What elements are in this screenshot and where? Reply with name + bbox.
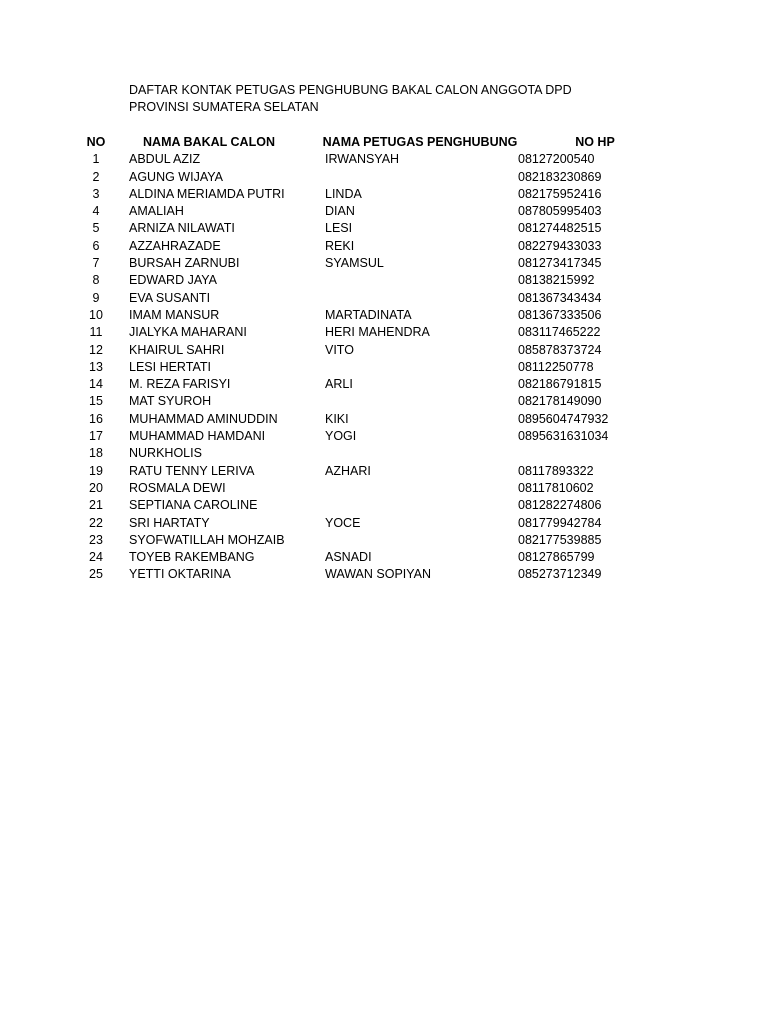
cell-nama-bakal-calon: KHAIRUL SAHRI xyxy=(129,342,225,357)
cell-no-hp: 081779942784 xyxy=(518,515,602,530)
cell-nama-bakal-calon: SRI HARTATY xyxy=(129,515,210,530)
cell-no-hp: 0895604747932 xyxy=(518,411,609,426)
cell-nama-bakal-calon: M. REZA FARISYI xyxy=(129,377,231,392)
table-row xyxy=(0,238,768,255)
cell-no-hp: 08138215992 xyxy=(518,273,595,288)
cell-no-hp: 082177539885 xyxy=(518,532,602,547)
table-row xyxy=(0,411,768,428)
cell-no-hp: 082186791815 xyxy=(518,377,602,392)
table-row xyxy=(0,532,768,549)
cell-no: 17 xyxy=(89,429,103,444)
header-no: NO xyxy=(86,135,106,149)
cell-nama-petugas: YOGI xyxy=(325,429,357,444)
table-row xyxy=(0,307,768,324)
table-row xyxy=(0,515,768,532)
cell-no: 23 xyxy=(89,532,103,547)
cell-no: 20 xyxy=(89,480,103,495)
cell-nama-petugas: DIAN xyxy=(325,204,355,219)
cell-no-hp: 085273712349 xyxy=(518,567,602,582)
cell-nama-bakal-calon: MUHAMMAD AMINUDDIN xyxy=(129,411,278,426)
cell-no: 18 xyxy=(89,446,103,461)
table-row xyxy=(0,169,768,186)
cell-no: 6 xyxy=(92,238,100,253)
table-row xyxy=(0,290,768,307)
header-nama-petugas: NAMA PETUGAS PENGHUBUNG xyxy=(322,135,518,149)
table-row xyxy=(0,151,768,168)
cell-no: 4 xyxy=(92,204,100,219)
cell-no-hp: 081282274806 xyxy=(518,498,602,513)
cell-nama-bakal-calon: AGUNG WIJAYA xyxy=(129,169,223,184)
cell-no: 7 xyxy=(92,256,100,271)
cell-no: 15 xyxy=(89,394,103,409)
cell-no-hp: 08117810602 xyxy=(518,480,594,495)
cell-nama-petugas: AZHARI xyxy=(325,463,371,478)
table-row xyxy=(0,359,768,376)
cell-no-hp: 0895631631034 xyxy=(518,429,609,444)
cell-no: 14 xyxy=(89,377,103,392)
cell-no-hp: 08117893322 xyxy=(518,463,594,478)
cell-nama-bakal-calon: EVA SUSANTI xyxy=(129,290,211,305)
cell-nama-petugas: REKI xyxy=(325,238,355,253)
cell-nama-petugas: YOCE xyxy=(325,515,361,530)
cell-no: 16 xyxy=(89,411,103,426)
table-row xyxy=(0,445,768,462)
cell-no: 11 xyxy=(89,325,103,340)
cell-no-hp: 087805995403 xyxy=(518,204,602,219)
cell-no: 10 xyxy=(89,307,103,322)
cell-nama-bakal-calon: TOYEB RAKEMBANG xyxy=(129,550,255,565)
cell-no-hp: 082279433033 xyxy=(518,238,602,253)
cell-no: 1 xyxy=(92,152,100,167)
table-row xyxy=(0,376,768,393)
cell-nama-petugas: KIKI xyxy=(325,411,349,426)
table-row xyxy=(0,255,768,272)
cell-no-hp: 081367343434 xyxy=(518,290,602,305)
cell-nama-bakal-calon: YETTI OKTARINA xyxy=(129,567,231,582)
table-row xyxy=(0,497,768,514)
cell-no: 8 xyxy=(92,273,100,288)
cell-no: 9 xyxy=(92,290,100,305)
cell-no: 25 xyxy=(89,567,103,582)
cell-nama-petugas: VITO xyxy=(325,342,354,357)
cell-nama-petugas: IRWANSYAH xyxy=(325,152,400,167)
cell-nama-bakal-calon: SYOFWATILLAH MOHZAIB xyxy=(129,532,285,547)
cell-no-hp: 082175952416 xyxy=(518,186,602,201)
cell-nama-bakal-calon: ALDINA MERIAMDA PUTRI xyxy=(129,186,285,201)
header-nama-bakal-calon: NAMA BAKAL CALON xyxy=(143,135,275,149)
cell-nama-bakal-calon: BURSAH ZARNUBI xyxy=(129,256,240,271)
cell-no-hp: 08112250778 xyxy=(518,359,594,374)
cell-no: 13 xyxy=(89,359,103,374)
table-row xyxy=(0,342,768,359)
cell-no: 21 xyxy=(89,498,103,513)
cell-nama-bakal-calon: IMAM MANSUR xyxy=(129,307,220,322)
header-no-hp: NO HP xyxy=(575,135,615,149)
cell-nama-bakal-calon: MAT SYUROH xyxy=(129,394,212,409)
cell-nama-bakal-calon: SEPTIANA CAROLINE xyxy=(129,498,258,513)
table-row xyxy=(0,220,768,237)
cell-nama-petugas: LESI xyxy=(325,221,353,236)
table-row xyxy=(0,393,768,410)
cell-nama-petugas: ARLI xyxy=(325,377,353,392)
cell-nama-petugas: MARTADINATA xyxy=(325,307,412,322)
cell-nama-bakal-calon: AZZAHRAZADE xyxy=(129,238,221,253)
cell-nama-bakal-calon: MUHAMMAD HAMDANI xyxy=(129,429,266,444)
cell-nama-petugas: LINDA xyxy=(325,186,362,201)
cell-no-hp: 08127865799 xyxy=(518,550,595,565)
table-row xyxy=(0,272,768,289)
cell-no-hp: 081273417345 xyxy=(518,256,602,271)
cell-no: 12 xyxy=(89,342,103,357)
cell-no: 5 xyxy=(92,221,100,236)
cell-nama-bakal-calon: LESI HERTATI xyxy=(129,359,211,374)
table-row xyxy=(0,480,768,497)
cell-nama-bakal-calon: EDWARD JAYA xyxy=(129,273,217,288)
cell-nama-petugas: WAWAN SOPIYAN xyxy=(325,567,432,582)
table-row xyxy=(0,203,768,220)
table-row xyxy=(0,324,768,341)
cell-no-hp: 082178149090 xyxy=(518,394,602,409)
cell-nama-bakal-calon: RATU TENNY LERIVA xyxy=(129,463,255,478)
cell-no-hp: 081367333506 xyxy=(518,307,602,322)
cell-no-hp: 083117465222 xyxy=(518,325,601,340)
document-subtitle: PROVINSI SUMATERA SELATAN xyxy=(129,100,319,114)
cell-nama-bakal-calon: ARNIZA NILAWATI xyxy=(129,221,235,236)
table-body xyxy=(0,151,768,583)
cell-no: 3 xyxy=(92,186,100,201)
table-row xyxy=(0,566,768,583)
cell-no-hp: 085878373724 xyxy=(518,342,602,357)
table-header-row xyxy=(0,134,768,151)
cell-nama-bakal-calon: JIALYKA MAHARANI xyxy=(129,325,247,340)
table-row xyxy=(0,463,768,480)
cell-nama-bakal-calon: NURKHOLIS xyxy=(129,446,202,461)
cell-no: 2 xyxy=(92,169,100,184)
cell-nama-bakal-calon: ABDUL AZIZ xyxy=(129,152,201,167)
cell-nama-petugas: HERI MAHENDRA xyxy=(325,325,430,340)
cell-nama-petugas: ASNADI xyxy=(325,550,372,565)
cell-nama-bakal-calon: AMALIAH xyxy=(129,204,184,219)
cell-no: 19 xyxy=(89,463,103,478)
cell-nama-petugas: SYAMSUL xyxy=(325,256,384,271)
cell-no: 22 xyxy=(89,515,103,530)
table-row xyxy=(0,428,768,445)
contact-table xyxy=(0,134,768,584)
cell-no-hp: 081274482515 xyxy=(518,221,602,236)
cell-no-hp: 08127200540 xyxy=(518,152,595,167)
cell-no-hp: 082183230869 xyxy=(518,169,602,184)
cell-nama-bakal-calon: ROSMALA DEWI xyxy=(129,480,226,495)
cell-no: 24 xyxy=(89,550,103,565)
table-row xyxy=(0,186,768,203)
table-row xyxy=(0,549,768,566)
document-title: DAFTAR KONTAK PETUGAS PENGHUBUNG BAKAL CALON ANGGOTA DPD xyxy=(129,83,572,97)
